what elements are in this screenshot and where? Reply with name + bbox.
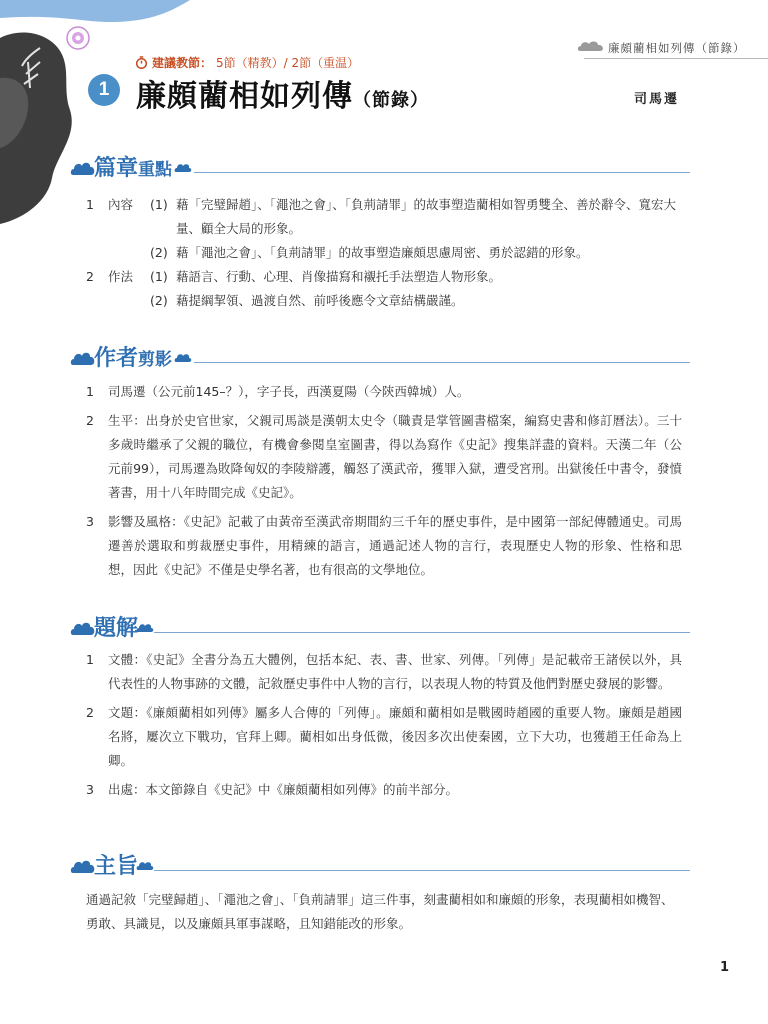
item-text: 藉語言、行動、心理、肖像描寫和襯托手法塑造人物形象。 [176,269,502,284]
item-key [108,289,150,313]
item-number: 1 [86,197,94,212]
cloud-icon [174,352,192,364]
item-subnumber: (1) [150,269,168,284]
author-list [86,380,682,582]
cloud-icon [577,40,605,54]
item-number: 2 [86,413,94,428]
item-key: 作法 [108,269,134,284]
list-item [86,648,682,696]
item-subnumber: (2) [150,293,168,308]
section-heading-focus [70,150,690,190]
section-title-focus-a: 篇章 [94,155,139,181]
item-number: 3 [86,782,94,797]
focus-list [86,193,682,313]
section-title-author-a: 作者 [94,345,139,371]
list-item [86,380,682,404]
cloud-icon [136,860,154,872]
item-key [108,241,150,265]
item-number: 1 [86,384,94,399]
running-header-title: 廉頗藺相如列傳（節錄） [608,41,746,55]
item-key: 內容 [108,197,134,212]
item-text: 影響及風格：《史記》記載了由黃帝至漢武帝期間約三千年的歷史事件，是中國第一部紀傳體通史。司馬遷善於選取和剪裁歷史事件，用精練的語言，通過記述人物的言行，表現歷史人物的形象、性格和思想，因此《史記》不僅是史學名著，也有很高的文學地位。 [108,514,682,577]
list-item [86,510,682,582]
item-text: 出處：本文節錄自《史記》中《廉頗藺相如列傳》的前半部分。 [108,782,459,797]
item-subnumber: (2) [150,245,168,260]
suggested-lessons [135,54,359,71]
page-title [136,71,429,115]
item-text: 文體：《史記》全書分為五大體例，包括本紀、表、書、世家、列傳。「列傳」是記載帝王諸侯以外，具代表性的人物事跡的文體，記敘歷史事件中人物的言行，以表現人物的特質及他們對歷史發展的影響。 [108,652,682,691]
section-heading-author [70,340,690,380]
section-title-explain: 題解 [94,615,139,641]
title-sub: （節錄） [353,90,429,111]
explain-list [86,648,682,802]
item-text: 文題：《廉頗藺相如列傳》屬多人合傳的「列傳」。廉頗和藺相如是戰國時趙國的重要人物。廉頗是趙國名將，屢次立下戰功，官拜上卿。藺相如出身低微，後因多次出使秦國，立下大功，也獲趙王任命為上卿。 [108,705,682,768]
header-rule [584,58,768,59]
theme-paragraph [86,888,682,936]
section-rule [154,870,690,871]
theme-text: 通過記敘「完璧歸趙」、「澠池之會」、「負荊請罪」這三件事，刻畫藺相如和廉頗的形象，表現藺相如機智、勇敢、具識見，以及廉頗具軍事謀略，且知錯能改的形象。 [86,892,674,931]
item-text: 藉「完璧歸趙」、「澠池之會」、「負荊請罪」的故事塑造藺相如智勇雙全、善於辭令、寬宏大量、顧全大局的形象。 [176,197,677,236]
flower-icon [66,26,90,50]
cloud-icon [136,622,154,634]
lesson-number-badge: 1 [88,74,120,106]
list-item [86,241,682,265]
section-heading-explain [70,610,690,650]
section-rule [194,172,690,173]
list-item [86,778,682,802]
item-number [86,241,108,265]
item-number: 2 [86,269,94,284]
list-item [86,289,682,313]
section-rule [154,632,690,633]
cloud-icon [70,858,96,876]
title-main: 廉頗藺相如列傳 [136,79,353,114]
section-title-author-b: 剪影 [138,350,173,370]
item-text: 生平：出身於史官世家，父親司馬談是漢朝太史令（職責是掌管圖書檔案，編寫史書和修訂曆法）。三十多歲時繼承了父親的職位，有機會參閱皇室圖書，得以為寫作《史記》搜集詳盡的資料。天漢二年（公元前99），司馬遷為敗降匈奴的李陵辯護，觸怒了漢武帝，獲罪入獄，遭受宮刑。出獄後任中書令，發憤著書，用十八年時間完成《史記》。 [108,413,682,500]
suggested-lessons-value: 5節（精教）/ 2節（重温） [216,56,360,70]
section-rule [194,362,690,363]
section-title-focus-b: 重點 [138,160,173,180]
item-number: 1 [86,652,94,667]
cloud-icon [174,162,192,174]
list-item [86,265,682,289]
item-subnumber: (1) [150,197,168,212]
item-number: 2 [86,705,94,720]
section-title-theme: 主旨 [94,853,139,879]
list-item [86,409,682,505]
item-text: 藉「澠池之會」、「負荊請罪」的故事塑造廉頗思慮周密、勇於認錯的形象。 [176,245,589,260]
author-name: 司馬遷 [634,92,680,107]
page-number: 1 [720,960,730,975]
item-text: 藉提綱挈領、過渡自然、前呼後應令文章結構嚴謹。 [176,293,464,308]
timer-icon [135,56,148,69]
item-number [86,289,108,313]
suggested-lessons-label: 建議教節： [152,56,213,70]
cloud-icon [70,160,96,178]
section-heading-theme [70,848,690,888]
item-text: 司馬遷（公元前145–？），字子長，西漢夏陽（今陝西韓城）人。 [108,384,470,399]
cloud-icon [70,350,96,368]
item-number: 3 [86,514,94,529]
list-item [86,193,682,241]
list-item [86,701,682,773]
cloud-icon [70,620,96,638]
